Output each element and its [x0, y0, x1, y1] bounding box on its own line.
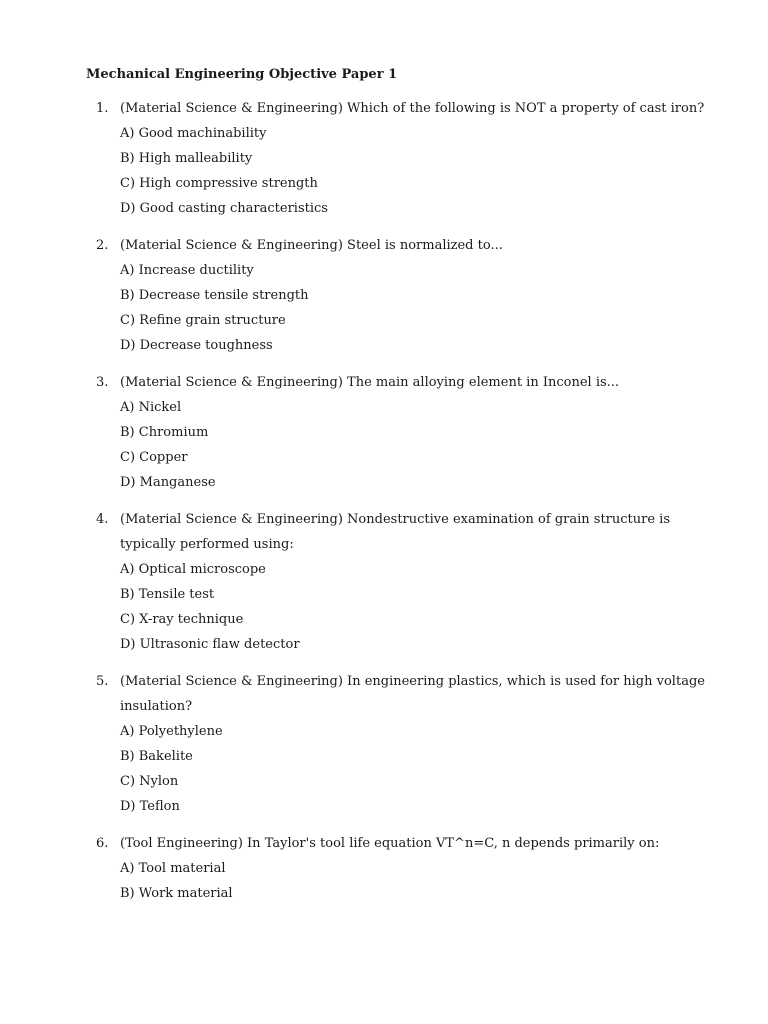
option-b: B) Decrease tensile strength: [120, 288, 309, 303]
option-list: [120, 395, 708, 495]
question-number: 1.: [96, 101, 109, 116]
option-d: D) Teflon: [120, 799, 180, 814]
option-a: A) Polyethylene: [120, 724, 223, 739]
option-list: [120, 856, 708, 906]
option-c: C) Copper: [120, 450, 188, 465]
question-item: [86, 831, 708, 906]
question-text: (Material Science & Engineering) In engineering plastics, which is used for high voltage insulation?: [120, 674, 705, 714]
option-d: D) Decrease toughness: [120, 338, 273, 353]
option-a: A) Nickel: [120, 400, 182, 415]
question-number: 2.: [96, 238, 109, 253]
option-a: A) Good machinability: [120, 126, 267, 141]
option-b: B) Tensile test: [120, 587, 215, 602]
question-text: (Material Science & Engineering) Steel is normalized to...: [120, 238, 503, 253]
question-text: (Tool Engineering) In Taylor's tool life equation VT^n=C, n depends primarily on:: [120, 836, 660, 851]
option-c: C) Nylon: [120, 774, 179, 789]
question-text: (Material Science & Engineering) Nondestructive examination of grain structure is typically performed using:: [120, 512, 671, 552]
question-number: 4.: [96, 512, 109, 527]
question-item: [86, 370, 708, 495]
option-list: [120, 557, 708, 657]
option-c: C) X-ray technique: [120, 612, 244, 627]
question-number: 3.: [96, 375, 109, 390]
option-a: A) Increase ductility: [120, 263, 254, 278]
question-item: [86, 233, 708, 358]
option-b: B) High malleability: [120, 151, 253, 166]
question-number: 5.: [96, 674, 109, 689]
option-d: D) Manganese: [120, 475, 216, 490]
option-b: B) Chromium: [120, 425, 209, 440]
option-c: C) High compressive strength: [120, 176, 318, 191]
option-list: [120, 258, 708, 358]
option-d: D) Ultrasonic flaw detector: [120, 637, 300, 652]
question-item: [86, 96, 708, 221]
option-list: [120, 121, 708, 221]
document-title: Mechanical Engineering Objective Paper 1: [86, 67, 398, 82]
option-c: C) Refine grain structure: [120, 313, 286, 328]
question-text: (Material Science & Engineering) Which of the following is NOT a property of cast iron?: [120, 101, 705, 116]
option-a: A) Optical microscope: [120, 562, 266, 577]
option-b: B) Work material: [120, 886, 233, 901]
question-item: [86, 507, 708, 657]
question-number: 6.: [96, 836, 109, 851]
question-list: [86, 96, 708, 906]
option-b: B) Bakelite: [120, 749, 193, 764]
option-list: [120, 719, 708, 819]
option-d: D) Good casting characteristics: [120, 201, 328, 216]
question-text: (Material Science & Engineering) The main alloying element in Inconel is...: [120, 375, 620, 390]
option-a: A) Tool material: [120, 861, 226, 876]
question-item: [86, 669, 708, 819]
